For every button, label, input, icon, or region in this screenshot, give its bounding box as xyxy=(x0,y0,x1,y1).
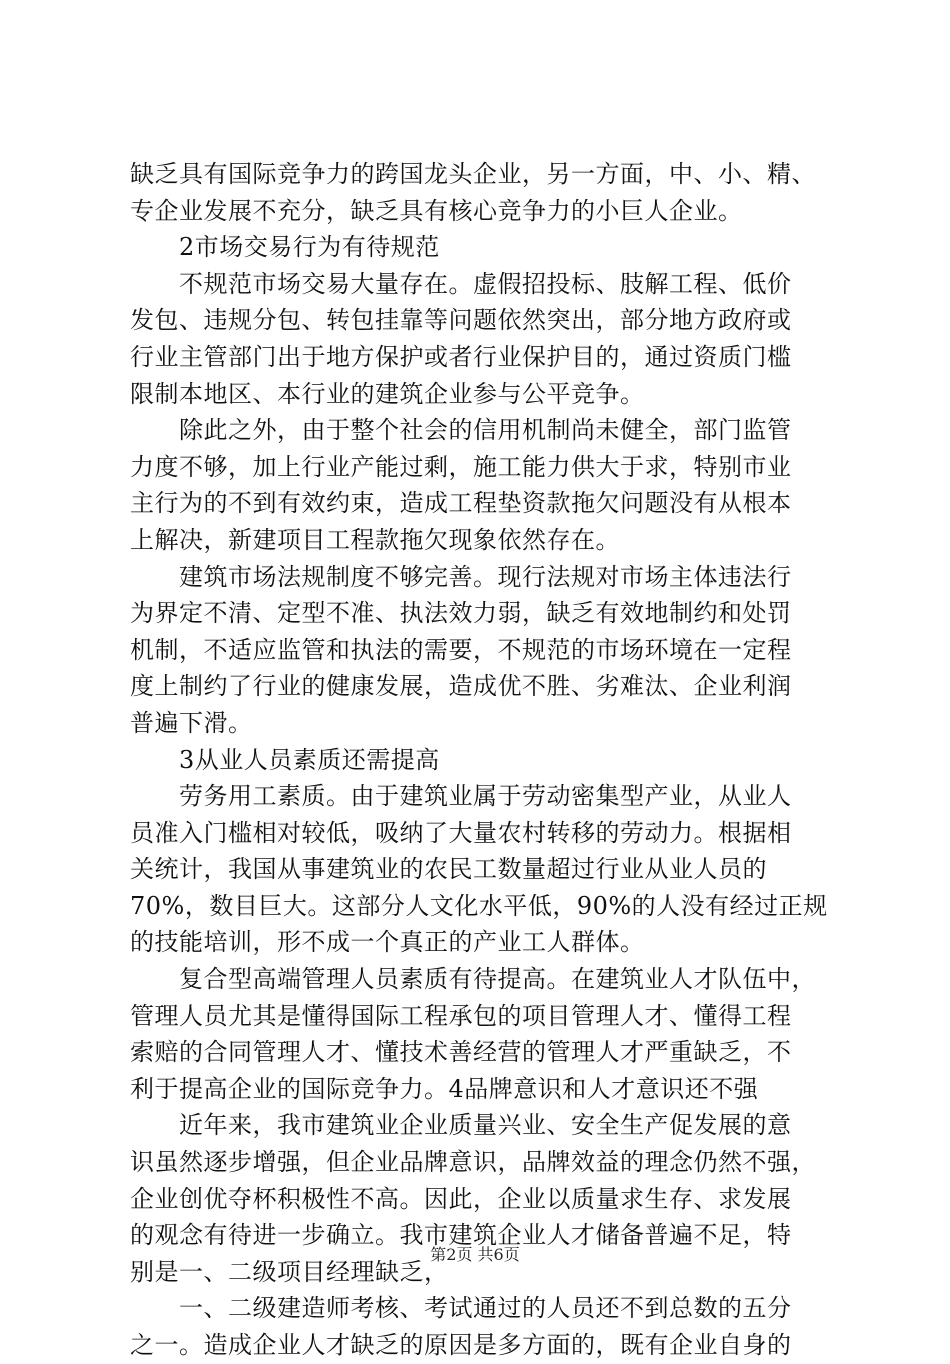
text-line: 管理人员尤其是懂得国际工程承包的项目管理人才、懂得工程 xyxy=(130,1001,792,1030)
text-line: 行业主管部门出于地方保护或者行业保护目的，通过资质门槛 xyxy=(130,342,792,371)
text-line: 复合型高端管理人员素质有待提高。在建筑业人才队伍中， xyxy=(130,965,816,994)
text-line: 度上制约了行业的健康发展，造成优不胜、劣难汰、企业利润 xyxy=(130,672,792,701)
text-line: 的观念有待进一步确立。我市建筑企业人才储备普遍不足，特 xyxy=(130,1221,792,1250)
text-line: 关统计，我国从事建筑业的农民工数量超过行业从业人员的 xyxy=(130,855,767,884)
text-line: 除此之外，由于整个社会的信用机制尚未健全，部门监管 xyxy=(130,416,792,445)
text-line: 机制，不适应监管和执法的需要，不规范的市场环境在一定程 xyxy=(130,635,792,664)
text-line: 员准入门槛相对较低，吸纳了大量农村转移的劳动力。根据相 xyxy=(130,818,792,847)
text-line: 发包、违规分包、转包挂靠等问题依然突出，部分地方政府或 xyxy=(130,306,792,335)
text-line: 上解决，新建项目工程款拖欠现象依然存在。 xyxy=(130,525,620,554)
text-line: 不规范市场交易大量存在。虚假招投标、肢解工程、低价 xyxy=(130,269,792,298)
text-line: 专企业发展不充分，缺乏具有核心竞争力的小巨人企业。 xyxy=(130,196,743,225)
text-line: 一、二级建造师考核、考试通过的人员还不到总数的五分 xyxy=(130,1294,792,1323)
text-line: 企业创优夺杯积极性不高。因此，企业以质量求生存、求发展 xyxy=(130,1184,792,1213)
text-line: 缺乏具有国际竞争力的跨国龙头企业，另一方面，中、小、精、 xyxy=(130,160,816,188)
text-line: 的技能培训，形不成一个真正的产业工人群体。 xyxy=(130,928,645,957)
text-line: 2市场交易行为有待规范 xyxy=(130,233,440,262)
text-line: 力度不够，加上行业产能过剩，施工能力供大于求，特别市业 xyxy=(130,452,792,481)
text-line: 索赔的合同管理人才、懂技术善经营的管理人才严重缺乏，不 xyxy=(130,1038,792,1067)
text-line: 劳务用工素质。由于建筑业属于劳动密集型产业，从业人 xyxy=(130,782,792,811)
text-line: 利于提高企业的国际竞争力。4品牌意识和人才意识还不强 xyxy=(130,1074,759,1103)
text-line: 建筑市场法规制度不够完善。现行法规对市场主体违法行 xyxy=(130,562,792,591)
text-line: 主行为的不到有效约束，造成工程垫资款拖欠问题没有从根本 xyxy=(130,489,792,518)
text-line: 之一。造成企业人才缺乏的原因是多方面的，既有企业自身的 xyxy=(130,1331,792,1359)
document-body xyxy=(130,156,830,1364)
text-line: 为界定不清、定型不准、执法效力弱，缺乏有效地制约和处罚 xyxy=(130,599,792,628)
text-line: 普遍下滑。 xyxy=(130,708,253,737)
text-line: 别是一、二级项目经理缺乏， xyxy=(130,1257,449,1286)
page-footer: 第2页 共6页 xyxy=(430,1245,520,1264)
text-line: 近年来，我市建筑业企业质量兴业、安全生产促发展的意 xyxy=(130,1111,792,1140)
text-line: 70%，数目巨大。这部分人文化水平低，90%的人没有经过正规 xyxy=(130,891,828,920)
text-line: 3从业人员素质还需提高 xyxy=(130,745,440,774)
text-line: 限制本地区、本行业的建筑企业参与公平竞争。 xyxy=(130,379,645,408)
text-line: 识虽然逐步增强，但企业品牌意识，品牌效益的理念仍然不强， xyxy=(130,1148,816,1177)
